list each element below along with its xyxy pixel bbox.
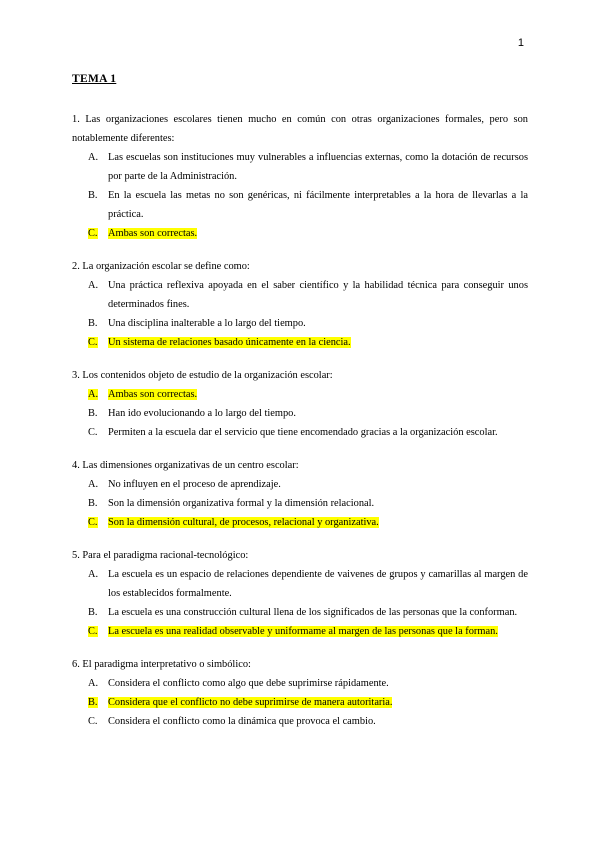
option-text-content: Considera el conflicto como algo que debe suprimirse rápidamente. bbox=[108, 678, 389, 689]
option-letter-text: A. bbox=[88, 152, 99, 163]
option-text bbox=[108, 333, 528, 352]
option-letter bbox=[72, 565, 108, 603]
answer-option bbox=[72, 475, 528, 494]
option-letter-text: B. bbox=[88, 190, 98, 201]
option-text bbox=[108, 404, 528, 423]
option-letter bbox=[72, 603, 108, 622]
answer-option bbox=[72, 494, 528, 513]
question-stem: 1. Las organizaciones escolares tienen mucho en común con otras organizaciones formales, pero son notablemente diferentes: bbox=[72, 114, 528, 144]
option-letter bbox=[72, 712, 108, 731]
option-text-content: Ambas son correctas. bbox=[108, 389, 198, 400]
answer-option-highlighted bbox=[72, 385, 528, 404]
answer-option-highlighted bbox=[72, 224, 528, 243]
answer-option bbox=[72, 603, 528, 622]
question-stem: 5. Para el paradigma racional-tecnológico: bbox=[72, 550, 249, 561]
question-stem: 4. Las dimensiones organizativas de un centro escolar: bbox=[72, 460, 299, 471]
question-4 bbox=[72, 456, 528, 532]
questions-list bbox=[72, 110, 528, 745]
option-text-content: Son la dimensión cultural, de procesos, relacional y organizativa. bbox=[108, 517, 379, 528]
option-letter bbox=[72, 674, 108, 693]
option-text-content: Un sistema de relaciones basado únicamente en la ciencia. bbox=[108, 337, 351, 348]
option-letter bbox=[72, 622, 108, 641]
answer-option-highlighted bbox=[72, 622, 528, 641]
answer-option bbox=[72, 674, 528, 693]
option-letter-text: B. bbox=[88, 498, 98, 509]
option-text bbox=[108, 276, 528, 314]
option-letter-text: C. bbox=[88, 228, 98, 239]
page-number: 1 bbox=[517, 37, 524, 49]
option-letter-text: A. bbox=[88, 678, 99, 689]
option-letter-text: A. bbox=[88, 389, 99, 400]
answer-option bbox=[72, 186, 528, 224]
option-letter-text: B. bbox=[88, 408, 98, 419]
question-6 bbox=[72, 655, 528, 731]
option-text bbox=[108, 224, 528, 243]
option-letter bbox=[72, 513, 108, 532]
option-letter-text: B. bbox=[88, 607, 98, 618]
option-list bbox=[72, 276, 528, 352]
answer-option bbox=[72, 712, 528, 731]
option-letter bbox=[72, 333, 108, 352]
question-stem: 6. El paradigma interpretativo o simbólico: bbox=[72, 659, 251, 670]
question-2 bbox=[72, 257, 528, 352]
question-1 bbox=[72, 110, 528, 243]
option-letter bbox=[72, 423, 108, 442]
option-text-content: Considera el conflicto como la dinámica que provoca el cambio. bbox=[108, 716, 376, 727]
option-text bbox=[108, 385, 528, 404]
question-stem: 3. Los contenidos objeto de estudio de la organización escolar: bbox=[72, 370, 333, 381]
option-letter-text: C. bbox=[88, 716, 98, 727]
option-text-content: Permiten a la escuela dar el servicio que tiene encomendado gracias a la organización escolar. bbox=[108, 427, 498, 438]
option-letter-text: C. bbox=[88, 427, 98, 438]
option-list bbox=[72, 565, 528, 641]
option-letter-text: A. bbox=[88, 479, 99, 490]
answer-option bbox=[72, 276, 528, 314]
option-list bbox=[72, 475, 528, 532]
option-text-content: Una práctica reflexiva apoyada en el saber científico y la habilidad técnica para conseguir unos determinados fines. bbox=[108, 280, 528, 310]
option-list bbox=[72, 385, 528, 442]
option-list bbox=[72, 148, 528, 243]
option-letter bbox=[72, 276, 108, 314]
option-letter-text: B. bbox=[88, 318, 98, 329]
option-text bbox=[108, 622, 528, 641]
option-letter bbox=[72, 148, 108, 186]
option-letter-text: A. bbox=[88, 280, 99, 291]
option-letter bbox=[72, 385, 108, 404]
option-letter bbox=[72, 404, 108, 423]
option-letter bbox=[72, 186, 108, 224]
option-letter bbox=[72, 475, 108, 494]
answer-option-highlighted bbox=[72, 693, 528, 712]
option-text-content: Han ido evolucionando a lo largo del tiempo. bbox=[108, 408, 296, 419]
option-letter-text: B. bbox=[88, 697, 98, 708]
option-list bbox=[72, 674, 528, 731]
option-text bbox=[108, 513, 528, 532]
option-text bbox=[108, 423, 528, 442]
option-text-content: Ambas son correctas. bbox=[108, 228, 198, 239]
option-text bbox=[108, 475, 528, 494]
option-letter-text: C. bbox=[88, 517, 98, 528]
option-text bbox=[108, 565, 528, 603]
answer-option bbox=[72, 423, 528, 442]
question-5 bbox=[72, 546, 528, 641]
option-text-content: La escuela es un espacio de relaciones dependiente de vaivenes de grupos y camarillas al margen de los establecidos formalmente. bbox=[108, 569, 528, 599]
answer-option-highlighted bbox=[72, 333, 528, 352]
option-text bbox=[108, 148, 528, 186]
option-text bbox=[108, 693, 528, 712]
option-letter bbox=[72, 494, 108, 513]
option-letter-text: A. bbox=[88, 569, 99, 580]
option-text bbox=[108, 314, 528, 333]
option-text bbox=[108, 186, 528, 224]
option-text-content: Una disciplina inalterable a lo largo del tiempo. bbox=[108, 318, 306, 329]
option-text bbox=[108, 674, 528, 693]
option-text-content: Son la dimensión organizativa formal y la dimensión relacional. bbox=[108, 498, 375, 509]
answer-option bbox=[72, 565, 528, 603]
answer-option bbox=[72, 314, 528, 333]
option-letter bbox=[72, 693, 108, 712]
option-letter bbox=[72, 314, 108, 333]
question-3 bbox=[72, 366, 528, 442]
option-text bbox=[108, 712, 528, 731]
option-text-content: La escuela es una construcción cultural llena de los significados de las personas que la conforman. bbox=[108, 607, 518, 618]
answer-option bbox=[72, 148, 528, 186]
option-letter-text: C. bbox=[88, 337, 98, 348]
option-text-content: Las escuelas son instituciones muy vulnerables a influencias externas, como la dotación de recursos por parte de la Administración. bbox=[108, 152, 528, 182]
answer-option-highlighted bbox=[72, 513, 528, 532]
question-stem: 2. La organización escolar se define como: bbox=[72, 261, 250, 272]
option-text-content: Considera que el conflicto no debe suprimirse de manera autoritaria. bbox=[108, 697, 393, 708]
option-letter bbox=[72, 224, 108, 243]
option-text bbox=[108, 603, 528, 622]
option-text bbox=[108, 494, 528, 513]
page-title: TEMA 1 bbox=[72, 73, 117, 85]
option-text-content: La escuela es una realidad observable y uniformame al margen de las personas que la forman. bbox=[108, 626, 498, 637]
answer-option bbox=[72, 404, 528, 423]
option-text-content: No influyen en el proceso de aprendizaje. bbox=[108, 479, 281, 490]
option-text-content: En la escuela las metas no son genéricas, ni fácilmente interpretables a la hora de llevarlas a la práctica. bbox=[108, 190, 528, 220]
option-letter-text: C. bbox=[88, 626, 98, 637]
